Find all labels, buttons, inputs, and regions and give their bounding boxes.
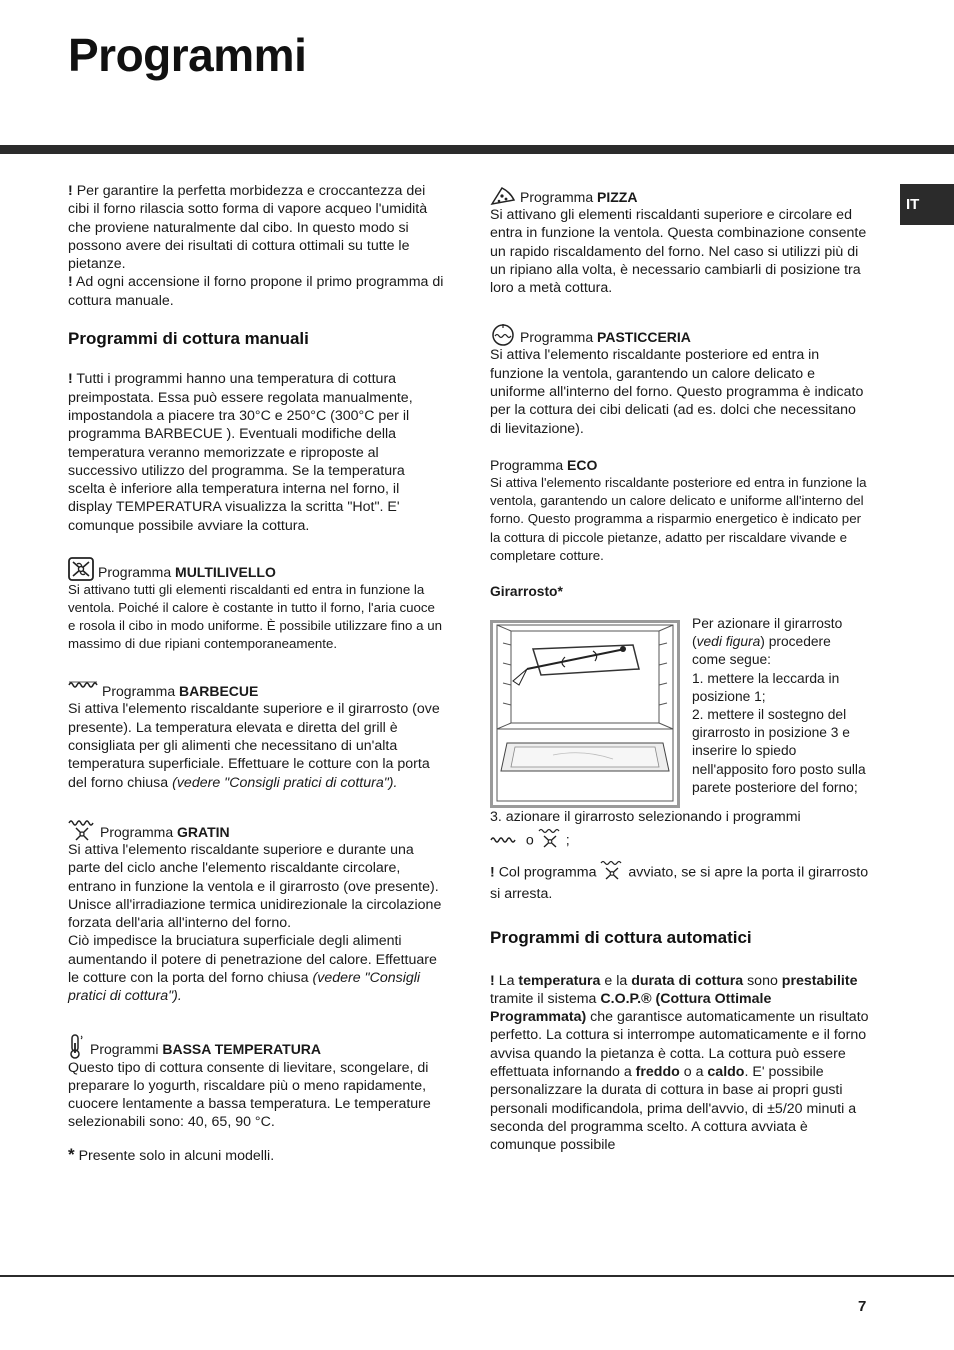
fan-with-grid-icon (68, 557, 94, 581)
girarrosto-instructions (692, 615, 867, 808)
cake-icon (490, 324, 516, 346)
girarrosto-intro: Per azionare il girarrosto (vedi figura) procedere come segue: (692, 616, 843, 668)
language-tab: IT (900, 184, 954, 225)
manual-note: ! Tutti i programmi hanno una temperatura di cottura preimpostata. Essa può essere regolata manualmente, impostandola a piacere tra 30°C e 250°C (300°C per il programma BARBECUE ). Eventuali modifiche della temperatura veranno memorizzate e riproposte al successivo utilizzo del programma. Se la temperatura scelta è inferiore alla temperatura interna nel forno, il display TEMPERATURA visualizza la scritta "Hot". E' comunque possibile avviare la cottura. (68, 371, 413, 534)
bassa-temperatura-heading: Programmi BASSA TEMPERATURA (68, 1033, 444, 1059)
barbecue-text: Si attiva l'elemento riscaldante superiore e il girarrosto (ove presente). La temperatura elevata e diretta del grill è consigliata per gli alimenti che necessitano di un'alta temperatura superficiale. Effettuare le cotture con la porta del forno chiusa (vedere "Consigli pratici di cottura"). (68, 701, 440, 791)
footnote: * Presente solo in alcuni modelli. (68, 1144, 275, 1164)
header-rule (0, 145, 954, 154)
girarrosto-step-3: 3. azionare il girarrosto selezionando i programmi (490, 809, 801, 826)
automatic-programs-text: ! La temperatura e la durata di cottura sono prestabilite tramite il sistema C.O.P.® (Cottura Ottimale Programmata) che garantisce automaticamente un risultato perfetto. La cottura si interrompe automaticamente e il forno avvisa quando la pietanza è cotta. La cottura può essere effettuata infornando a freddo o a caldo. E' possibile personalizzare la durata di cottura in base ai propri gusti personali modificandola, prima dell'avvio, di ±5/20 minuti a seconda del programma scelto. A cottura avviata è comunque possibile (490, 972, 869, 1154)
girarrosto-step-3-icons: o ; (490, 828, 870, 853)
gratin-text-1: Si attiva l'elemento riscaldante superiore e durante una parte del ciclo anche l'elemento riscaldante circolare, entrano in funzione la ventola e il girarrosto (ove presente). Unisce all'irradiazione termica unidirezionale la circolazione forzata dell'aria all'interno del forno. (68, 841, 442, 932)
pasticceria-heading: Programma PASTICCERIA (490, 324, 870, 346)
rotisserie-figure (490, 620, 680, 808)
grill-fan-icon (538, 828, 562, 853)
grill-fan-icon (68, 819, 96, 841)
pizza-text: Si attivano gli elementi riscaldanti superiore e circolare ed entra in funzione la ventola. Questa combinazione consente un rapido riscaldamento del forno. Nel caso si utilizzi più di un ripiano alla volta, è necessario cambiarli di posizione tra loro a metà cottura. (490, 207, 867, 297)
warning-mark: ! (68, 274, 73, 291)
warning-mark: ! (490, 864, 495, 881)
girarrosto-step-1: 1. mettere la leccarda in posizione 1; (692, 670, 840, 704)
intro-paragraph-1: ! Per garantire la perfetta morbidezza e croccantezza dei cibi il forno rilascia sotto forma di vapore acqueo l'umidità che proviene naturalmente dal cibo. In questo modo si possono avere dei risultati di cottura ottimali su tutte le pietanze. (68, 183, 428, 273)
thermometer-icon (68, 1033, 86, 1059)
multilivello-heading: Programma MULTILIVELLO (68, 557, 444, 581)
pasticceria-text: Si attiva l'elemento riscaldante posteriore ed entra in funzione la ventola, garantendo un calore delicato e uniforme all'interno del forno. Questo programma è indicato per la cottura dei cibi delicati (ad es. dolci che necessitano di lievitazione). (490, 347, 864, 437)
gratin-heading: Programma GRATIN (68, 819, 444, 841)
bassa-temperatura-text: Questo tipo di cottura consente di lievitare, scongelare, di preparare lo yogurth, riscaldare più o meno rapidamente, cuocere lentamente a bassa temperatura. Le temperature selezionabili sono: 40, 65, 90 °C. (68, 1059, 431, 1131)
grill-element-icon (68, 680, 98, 688)
warning-mark: ! (490, 972, 495, 989)
pizza-slice-icon (490, 186, 516, 206)
gratin-text-2: Ciò impedisce la bruciatura superficiale degli alimenti aumentando il potere di penetrazione del calore. Effettuare le cotture con la porta del forno chiusa (vedere "Consigli pratici di cottura"). (68, 933, 437, 1005)
left-column (68, 182, 444, 1165)
manual-programs-heading: Programmi di cottura manuali (68, 329, 309, 349)
warning-mark: ! (68, 183, 73, 199)
eco-heading: Programma ECO (490, 456, 598, 473)
girarrosto-figure-row (490, 615, 870, 808)
footer-rule (0, 1275, 954, 1277)
multilivello-text: Si attivano tutti gli elementi riscaldanti ed entra in funzione la ventola. Poiché il calore è costante in tutto il forno, l'aria cuoce e rosola il cibo in modo uniforme. È possibile utilizzare fino a un massimo di due ripiani contemporaneamente. (68, 582, 442, 652)
eco-text: Si attiva l'elemento riscaldante posteriore ed entra in funzione la ventola, garantendo un calore delicato e uniforme all'interno del forno. Questo programma a risparmio energetico è indicato per la cottura di piccole pietanze, adatto per riscaldare vivande e completare cotture. (490, 475, 867, 563)
pizza-heading: Programma PIZZA (490, 186, 870, 206)
page-title: Programmi (68, 29, 307, 81)
girarrosto-note: ! Col programma avviato, se si apre la porta il girarrosto si arresta. (490, 860, 870, 904)
automatic-programs-heading: Programmi di cottura automatici (490, 928, 752, 948)
intro-paragraph-2: ! Ad ogni accensione il forno propone il primo programma di cottura manuale. (68, 274, 444, 309)
girarrosto-heading: Girarrosto* (490, 583, 563, 599)
right-column (490, 186, 870, 1154)
grill-fan-icon (600, 860, 624, 885)
barbecue-heading: Programma BARBECUE (68, 680, 444, 700)
warning-mark: ! (68, 371, 73, 388)
page-number: 7 (858, 1298, 867, 1315)
girarrosto-step-2: 2. mettere il sostegno del girarrosto in posizione 3 e inserire lo spiedo nell'apposito foro posto sulla parete posteriore del forno; (692, 707, 866, 795)
grill-element-icon (490, 832, 518, 850)
